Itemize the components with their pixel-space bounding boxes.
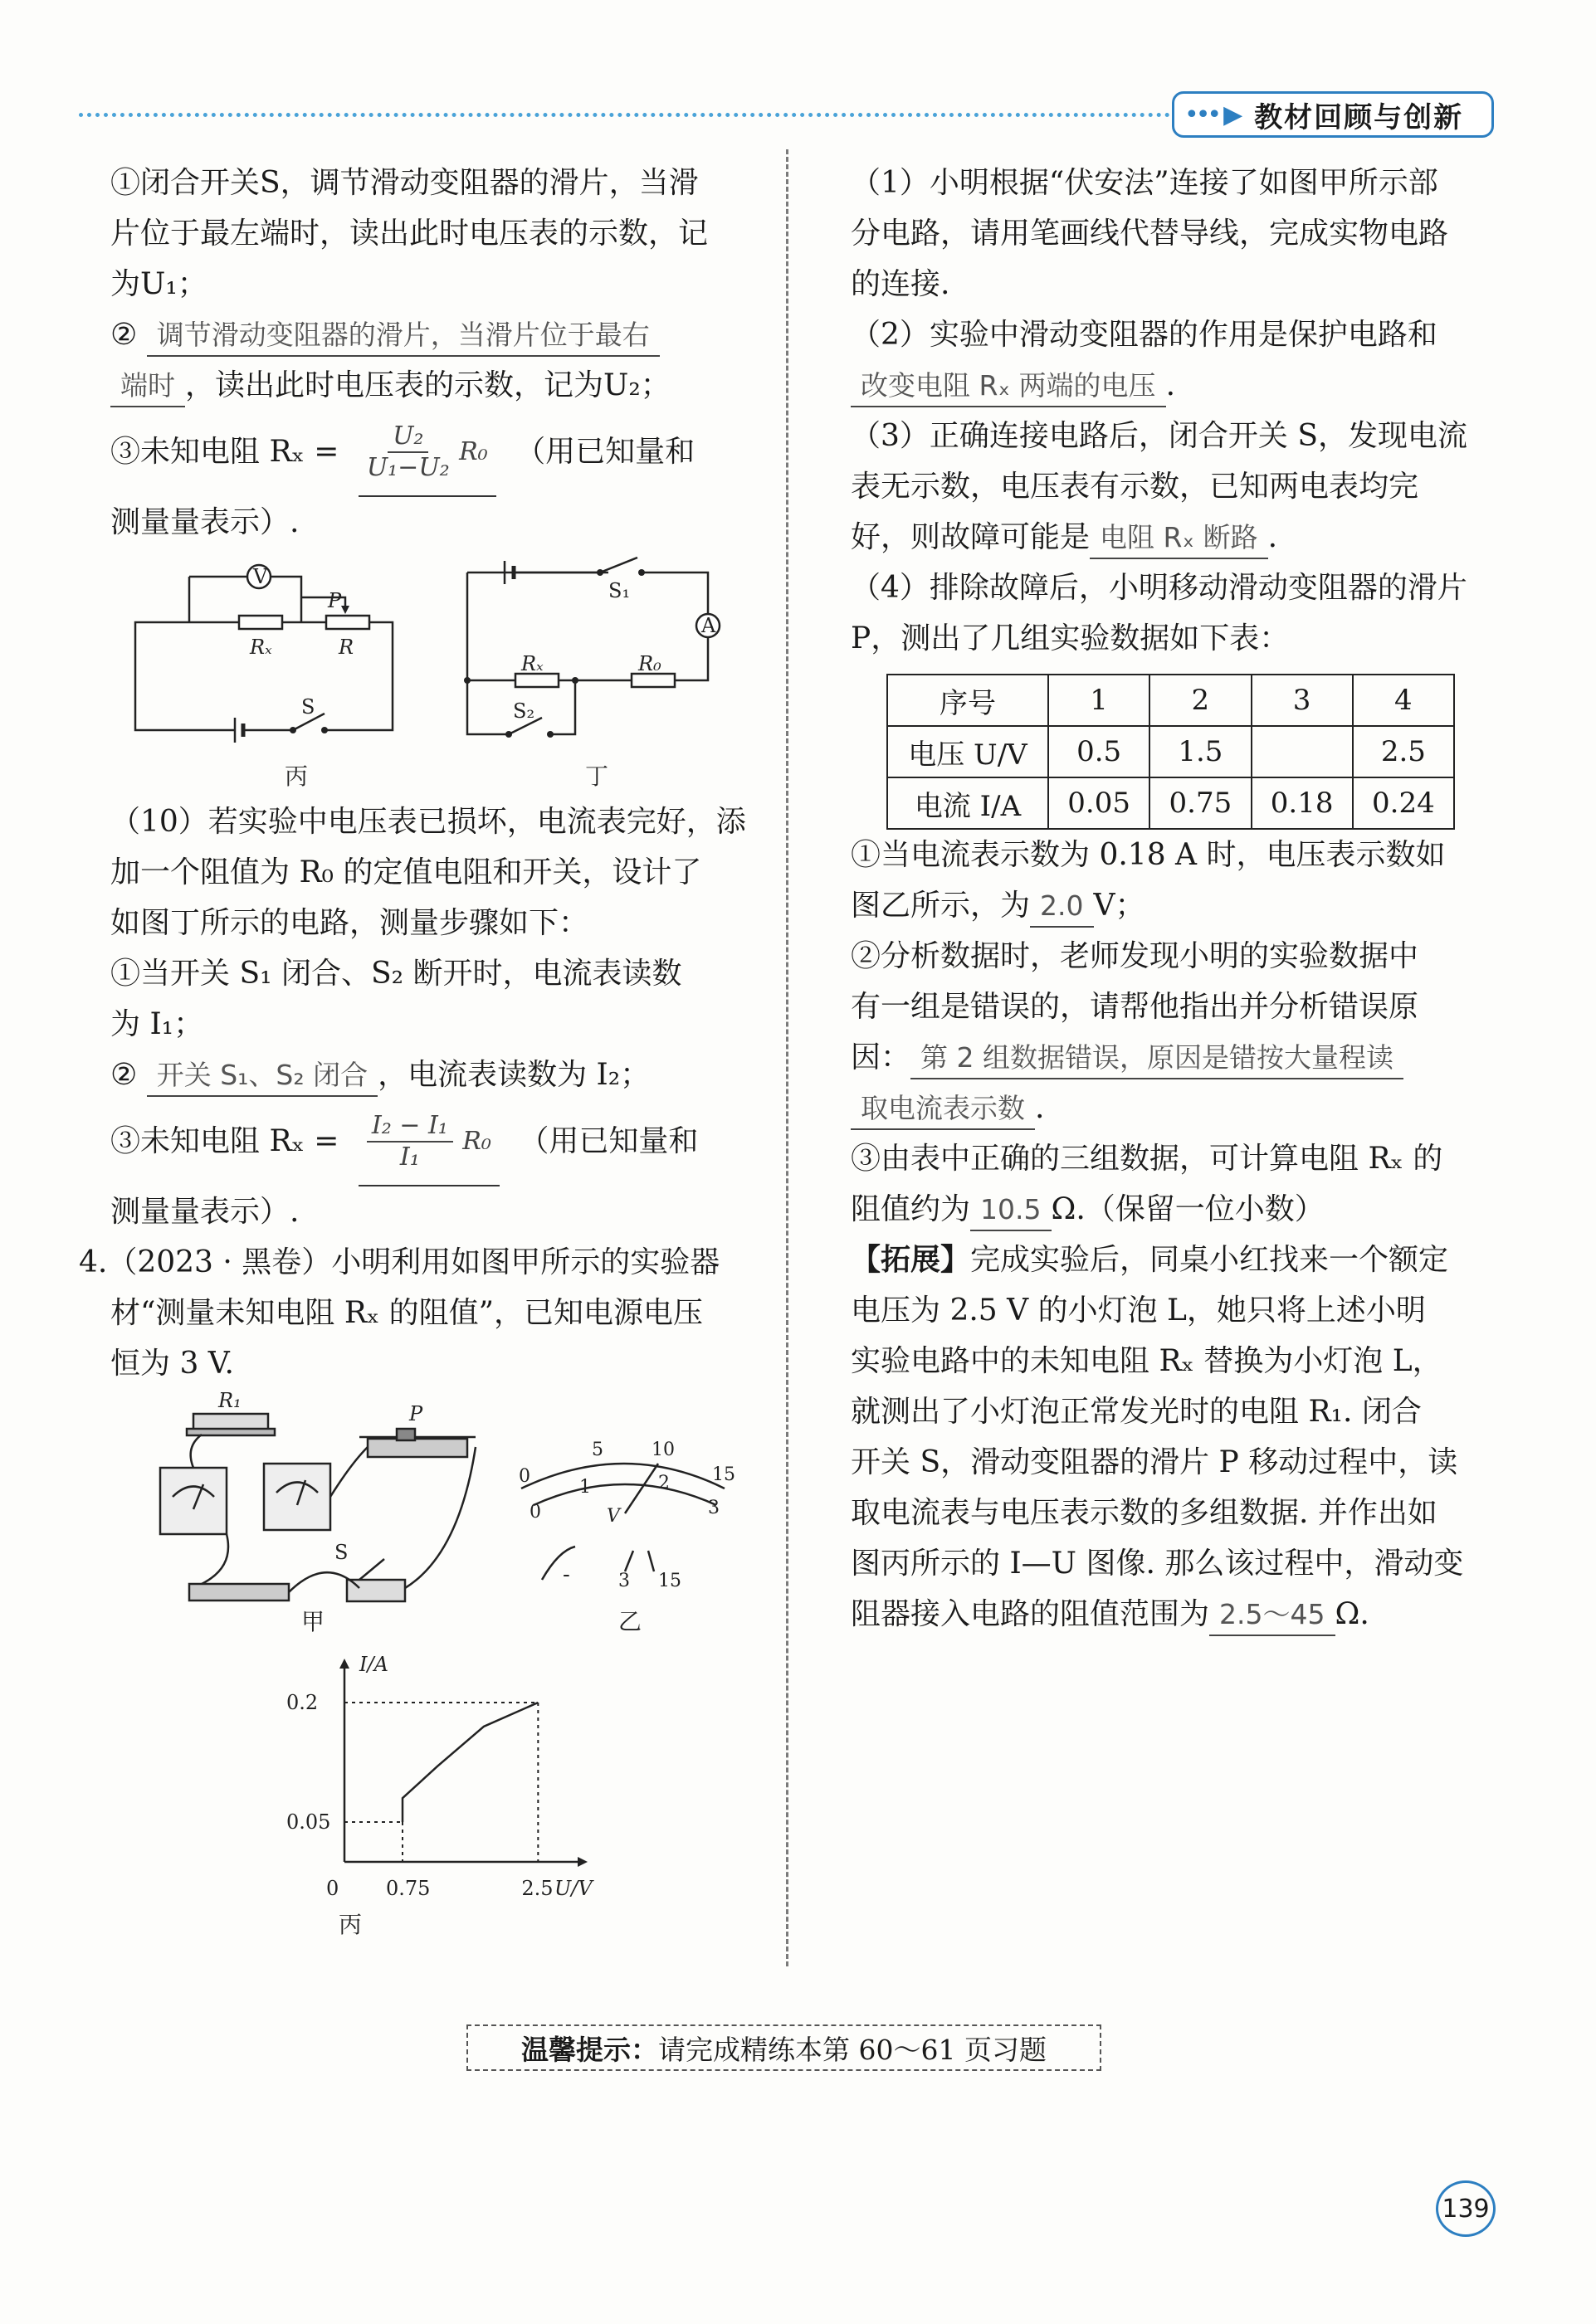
text-line: 片位于最左端时，读出此时电压表的示数，记 <box>110 217 709 251</box>
answer-line <box>851 1032 1506 1083</box>
answer-blank: 2.0 <box>1030 886 1093 928</box>
answer-formula <box>359 1100 500 1186</box>
meter-tick: 1 <box>579 1477 591 1498</box>
table-row <box>887 777 1454 829</box>
text-line: 取电流表与电压表示数的多组数据. 并作出如 <box>851 1496 1437 1530</box>
text-line: 分电路，请用笔画线代替导线，完成实物电路 <box>851 217 1449 251</box>
text-span: V； <box>1093 889 1145 923</box>
text-line: ②分析数据时，老师发现小明的实验数据中 <box>851 939 1419 973</box>
answer-blank: 2.5～45 <box>1209 1595 1335 1636</box>
table-cell: 2.5 <box>1353 726 1454 777</box>
right-column <box>851 158 1506 1639</box>
text-line: （2）实验中滑动变阻器的作用是保护电路和 <box>851 318 1437 352</box>
step-number: ② <box>110 318 138 352</box>
step-2-line <box>110 1050 758 1100</box>
formula-line <box>110 411 758 497</box>
switch-s2-label: S₂ <box>513 699 535 723</box>
fraction-numerator: I₂ − I₁ <box>367 1111 453 1143</box>
answer-blank: 第 2 组数据错误，原因是错按大量程读 <box>910 1038 1403 1079</box>
text-line: ①闭合开关S，调节滑动变阻器的滑片，当滑 <box>110 166 699 200</box>
meter-tick: 5 <box>592 1440 603 1460</box>
x-axis-label: U/V <box>554 1877 593 1900</box>
text-line: 材“测量未知电阻 Rₓ 的阻值”，已知电源电压 <box>110 1296 704 1330</box>
rheostat-label: R <box>339 636 354 659</box>
text-span: Ω. <box>1335 1597 1369 1631</box>
text-line: 有一组是错误的，请帮他指出并分析错误原 <box>851 990 1419 1024</box>
meter-unit: V <box>607 1506 620 1527</box>
step-number: ② <box>110 1058 138 1092</box>
fraction-denominator: U₁−U₂ <box>366 453 450 482</box>
table-cell: 0.18 <box>1252 777 1353 829</box>
table-cell: 电压 U/V <box>887 726 1048 777</box>
switch-label: S <box>301 695 315 719</box>
switch-label: S <box>334 1541 349 1564</box>
chart-caption: 丙 <box>339 1911 363 1938</box>
table-cell <box>1252 726 1353 777</box>
text-line: 测量量表示）. <box>110 505 300 539</box>
extension-line <box>851 1235 1506 1285</box>
answer-blank: 开关 S₁、S₂ 闭合 <box>147 1055 378 1097</box>
text-line: ①当电流表示数为 0.18 A 时，电压表示数如 <box>851 838 1446 872</box>
formula-r0: R₀ <box>459 437 488 466</box>
fraction-denominator: I₁ <box>399 1143 420 1172</box>
formula-label: ③未知电阻 Rₓ = <box>110 1124 339 1158</box>
answer-line <box>851 360 1506 411</box>
slider-label: P <box>409 1402 423 1425</box>
question-4-line: 4.（2023 · 黑卷）小明利用如图甲所示的实验器 <box>79 1245 720 1279</box>
text-line: 测量量表示）. <box>110 1195 300 1229</box>
text-line: 为 I₁； <box>110 1007 204 1041</box>
x-tick-label: 2.5 <box>521 1877 554 1900</box>
table-cell: 电流 I/A <box>887 777 1048 829</box>
text-span: （用已知量和 <box>515 435 696 469</box>
answer-formula <box>359 411 496 497</box>
section-title: 教材回顾与创新 <box>1254 100 1464 134</box>
page-number: 139 <box>1436 2180 1496 2237</box>
rx-label: Rₓ <box>250 636 272 659</box>
iu-chart <box>110 1646 758 1945</box>
answer-line <box>851 1589 1506 1639</box>
text-line: ③由表中正确的三组数据，可计算电阻 Rₓ 的 <box>851 1142 1443 1176</box>
table-cell: 2 <box>1149 675 1251 726</box>
y-tick-label: 0.2 <box>286 1691 319 1714</box>
rx-label-ding: Rₓ <box>521 652 544 675</box>
text-line: 开关 S，滑动变阻器的滑片 P 移动过程中，读 <box>851 1445 1458 1479</box>
meter-tick: 2 <box>658 1473 670 1493</box>
table-cell: 0.75 <box>1149 777 1251 829</box>
formula-line <box>110 1100 758 1186</box>
answer-blank: 电阻 Rₓ 断路 <box>1090 518 1268 559</box>
answer-blank: 端时 <box>110 366 185 407</box>
text-line: 实验电路中的未知电阻 Rₓ 替换为小灯泡 L， <box>851 1344 1442 1378</box>
text-line: （3）正确连接电路后，闭合开关 S，发现电流 <box>851 419 1468 453</box>
data-table-wrap <box>851 664 1506 830</box>
table-header-row <box>887 675 1454 726</box>
answer-line <box>851 1083 1506 1133</box>
y-axis-label: I/A <box>359 1653 388 1676</box>
circuit-diagrams <box>110 548 758 797</box>
answer-line <box>851 880 1506 931</box>
text-span: 图乙所示，为 <box>851 889 1031 923</box>
text-span: . <box>1267 520 1278 554</box>
text-span: Ω.（保留一位小数） <box>1051 1192 1325 1226</box>
step-2-line-cont <box>110 360 758 411</box>
table-row <box>887 726 1454 777</box>
data-table <box>886 674 1455 830</box>
left-column <box>79 158 758 1945</box>
tip-box <box>466 2024 1101 2071</box>
step-2-line <box>110 309 758 360</box>
meter-terminal: 15 <box>658 1571 681 1591</box>
text-span: 阻值约为 <box>851 1192 971 1226</box>
text-line: P，测出了几组实验数据如下表： <box>851 621 1290 655</box>
table-cell: 序号 <box>887 675 1048 726</box>
meter-terminal: 3 <box>618 1571 630 1591</box>
answer-blank: 10.5 <box>970 1190 1051 1231</box>
text-line: ①当开关 S₁ 闭合、S₂ 断开时，电流表读数 <box>110 957 682 991</box>
answer-blank: 调节滑动变阻器的滑片，当滑片位于最右 <box>147 315 660 357</box>
section-badge <box>1172 91 1494 138</box>
table-cell: 0.24 <box>1353 777 1454 829</box>
fraction <box>367 421 450 483</box>
fraction <box>367 1111 453 1172</box>
answer-line <box>851 512 1506 563</box>
text-span: （用已知量和 <box>519 1124 699 1158</box>
column-divider <box>786 149 788 1966</box>
x-tick-label: 0 <box>326 1877 339 1900</box>
voltmeter-label: V <box>253 565 268 588</box>
circuit-figures <box>110 548 758 797</box>
formula-r0: R₀ <box>462 1127 491 1156</box>
text-line: 的连接. <box>851 267 950 301</box>
table-cell: 0.05 <box>1048 777 1149 829</box>
text-span: ，电流表读数为 I₂； <box>378 1058 651 1092</box>
r1-label: R₁ <box>218 1389 242 1412</box>
table-cell: 0.5 <box>1048 726 1149 777</box>
extension-tag: 【拓展】 <box>851 1242 971 1277</box>
text-line: （1）小明根据“伏安法”连接了如图甲所示部 <box>851 166 1438 200</box>
text-line: 表无示数，电压表有示数，已知两电表均完 <box>851 470 1419 504</box>
text-line: 为U₁； <box>110 267 207 301</box>
header-dotted-line <box>79 113 1170 117</box>
slider-label: P <box>328 589 342 612</box>
y-axis-arrow-icon <box>339 1659 349 1669</box>
apparatus-drawing <box>110 1389 758 1646</box>
tip-label: 温馨提示： <box>521 2033 659 2066</box>
r0-label: R₀ <box>638 652 661 675</box>
dots-icon: ••• <box>1184 100 1219 129</box>
figure-caption: 乙 <box>618 1608 642 1635</box>
formula-label: ③未知电阻 Rₓ = <box>110 435 339 469</box>
tip-text: 请完成精练本第 60～61 页习题 <box>658 2033 1047 2066</box>
meter-tick: 15 <box>712 1464 735 1485</box>
text-line: （10）若实验中电压表已损坏，电流表完好，添 <box>110 805 746 839</box>
text-span: . <box>1165 368 1176 402</box>
table-cell: 4 <box>1353 675 1454 726</box>
text-line: 电压为 2.5 V 的小灯泡 L，她只将上述小明 <box>851 1294 1426 1328</box>
fraction-numerator: U₂ <box>388 421 428 453</box>
figure-caption: 丙 <box>285 762 309 790</box>
text-line: 就测出了小灯泡正常发光时的电阻 R₁. 闭合 <box>851 1395 1422 1429</box>
text-line: （4）排除故障后，小明移动滑动变阻器的滑片 <box>851 571 1467 605</box>
answer-line <box>851 1184 1506 1235</box>
meter-terminal: - <box>563 1562 570 1587</box>
meter-tick: 10 <box>652 1440 675 1460</box>
meter-tick: 3 <box>708 1498 720 1518</box>
play-arrow-icon: ▶ <box>1223 100 1243 129</box>
text-line: 图丙所示的 I—U 图像. 那么该过程中，滑动变 <box>851 1547 1464 1581</box>
table-cell: 3 <box>1252 675 1353 726</box>
text-span: 完成实验后，同桌小红找来一个额定 <box>970 1243 1449 1277</box>
text-span: . <box>1035 1091 1045 1125</box>
answer-blank: 取电流表示数 <box>851 1089 1035 1130</box>
text-line: 加一个阻值为 R₀ 的定值电阻和开关，设计了 <box>110 855 702 889</box>
iu-curve <box>403 1703 538 1822</box>
x-tick-label: 0.75 <box>386 1877 431 1900</box>
text-span: 阻器接入电路的阻值范围为 <box>851 1597 1210 1631</box>
table-cell: 1.5 <box>1149 726 1251 777</box>
text-span: 好，则故障可能是 <box>851 520 1091 554</box>
y-tick-label: 0.05 <box>286 1810 331 1834</box>
iu-chart-svg <box>110 1646 758 1945</box>
meter-tick: 0 <box>519 1466 530 1487</box>
ammeter-label: A <box>701 614 716 637</box>
table-cell: 1 <box>1048 675 1149 726</box>
text-span: ，读出此时电压表的示数，记为U₂； <box>185 368 671 402</box>
meter-tick: 0 <box>530 1502 541 1523</box>
text-line: 恒为 3 V. <box>110 1347 234 1381</box>
apparatus-figures <box>110 1389 758 1646</box>
text-line: 如图丁所示的电路，测量步骤如下： <box>110 906 589 940</box>
x-axis-arrow-icon <box>578 1857 588 1867</box>
text-span: 因： <box>851 1040 911 1074</box>
figure-caption: 丁 <box>585 762 609 790</box>
switch-s1-label: S₁ <box>608 579 631 602</box>
answer-blank: 改变电阻 Rₓ 两端的电压 <box>851 366 1166 407</box>
figure-caption: 甲 <box>301 1608 325 1635</box>
